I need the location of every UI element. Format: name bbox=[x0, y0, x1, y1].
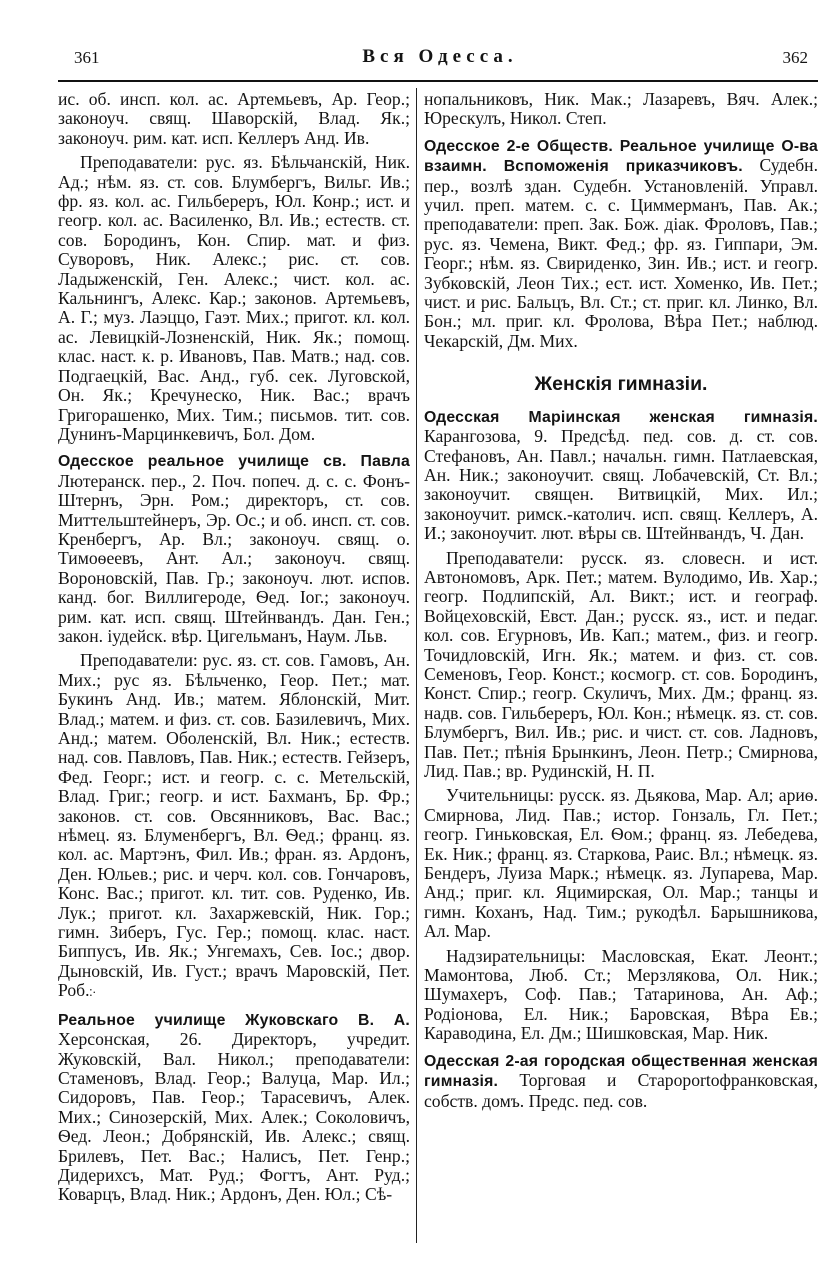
column-divider bbox=[416, 88, 417, 1243]
entry-title: Одесская Маріинская женская гимназія. bbox=[424, 408, 818, 426]
running-title: Вся Одесса. bbox=[362, 46, 518, 67]
entry-title: Реальное училище Жуковскаго В. А. bbox=[58, 1011, 410, 1029]
continued-paragraph: ис. об. инсп. кол. ас. Артемьевъ, Ар. Геор.; законоуч. свящ. Шаворскій, Влад. Як.; законоуч. рим. кат. исп. Келлеръ Анд. Ив. bbox=[58, 89, 410, 148]
teachers-paragraph: Преподаватели: рус. яз. Бѣльчанскій, Ник. Ад.; нѣм. яз. ст. сов. Блумбергъ, Вильг. Ив.; фр. яз. кол. ас. Гильбереръ, Юл. Конр.; ист. и геогр. кол. ас. Василенко, Вл. Ив.; естеств. ст. сов. Бородинъ, Кон. Спир. мат. и физ. Суворовъ, Ник. Алекс.; рис. ст. сов. Ладыженскій, Ген. Алекс.; чист. кол. ас. Кальнингъ, Алекс. Кар.; законов. Артемьевъ, А. Г.; муз. Лаэццо, Гаэт. Мих.; пригот. кл. кол. ас. Левицкій-Лозненскій, Ник. Як.; помощ. клас. наст. к. р. Ивановъ, Пав. Матв.; над. сов. Подгаецкій, Вас. Анд., губ. сек. Луговской, Он. Як.; Кречунеско, Ник. Вас.; врачъ Григорашенко, Мих. Тим.; письмов. тит. сов. Дунинъ-Марцинкевичъ, Бол. Дом. bbox=[58, 152, 410, 444]
page-header bbox=[62, 48, 818, 78]
entry-title: Одесское 2-е Обществ. Реальное училище О-ва взаимн. Вспоможенія приказчиковъ. bbox=[424, 137, 818, 176]
entry-text: Херсонская, 26. Директоръ, учредит. Жуковскій, Вал. Никол.; преподаватели: Стаменовъ, Влад. Геор.; Валуца, Мар. Ил.; Сидоровъ, Пав. Геор.; Тарасевичъ, Алек. Мих.; Синозерскій, Мих. Алек.; Соколовичъ, Ѳед. Леон.; Добрянскій, Ив. Алекс.; свящ. Брилевъ, Пет. Вас.; Налисъ, Пет. Генр.; Дидерихсъ, Мат. Руд.; Фогтъ, Ант. Руд.; Коварцъ, Влад. Ник.; Ардонъ, Ден. Юл.; Сѣ- bbox=[58, 1029, 410, 1205]
school-entry bbox=[424, 407, 818, 544]
right-column bbox=[424, 90, 818, 1111]
school-entry bbox=[58, 1010, 410, 1205]
left-column bbox=[58, 90, 410, 1205]
entry-title: Одесская 2-ая городская общественная женская гимназія. bbox=[424, 1052, 818, 1091]
school-entry bbox=[424, 1051, 818, 1111]
female-teachers-paragraph: Учительницы: русск. яз. Дьякова, Мар. Ал; ариѳ. Смирнова, Лид. Пав.; истор. Гонзаль, Гл. Пет.; геогр. Гиньковская, Ел. Ѳом.; франц. яз. Лебедева, Ек. Ник.; франц. яз. Старкова, Раис. Вл.; нѣмецк. яз. Бендеръ, Луиза Марк.; нѣмецк. яз. Лупарева, Мар. Анд.; приг. кл. Яцимирская, Ол. Мар.; танцы и гимн. Коханъ, Над. Тим.; рукодѣл. Барышникова, Ал. Мар. bbox=[424, 785, 818, 942]
entry-text: Лютеранск. пер., 2. Поч. попеч. д. с. с. Фонъ-Штернъ, Эрн. Ром.; директоръ, ст. сов. Миттельштейнеръ, Эр. Ос.; и об. инсп. ст. сов. Кренбергъ, Ар. Вл.; законоуч. свящ. о. Тимоѳеевъ, Ант. Ал.; законоуч. свящ. Вороновскій, Пав. Гр.; законоуч. лют. испов. канд. бог. Виллигероде, Ѳед. Іог.; законоуч. рим. кат. исп. свящ. Штейнвандъ. Дан. Ген.; закон. іудейск. вѣр. Цигельманъ, Наум. Льв. bbox=[58, 470, 410, 646]
entry-title: Одесское реальное училище св. Павла bbox=[58, 453, 410, 471]
entry-text: Торговая и Староportофранковская, собств. домъ. Предс. пед. сов. bbox=[424, 1070, 818, 1111]
printer-ornament: ჻ bbox=[89, 985, 96, 1001]
entry-text: Карангозова, 9. Предсѣд. пед. сов. д. ст. сов. Стефановъ, Ан. Павл.; начальн. гимн. Патлаевская, Ан. Ник.; законоучит. свящ. Лобачевскій, Ст. Вл.; законоучит. священ. Витвицкій, Мих. Ил.; законоучит. римск.-католич. исп. свящ. Келлеръ, А. И.; законоучит. лют. вѣры св. Штейнвандъ, Ч. Дан. bbox=[424, 426, 818, 544]
page-number-left: 361 bbox=[74, 48, 100, 67]
header-rule bbox=[58, 80, 818, 82]
teachers-paragraph bbox=[58, 651, 410, 1002]
teachers-paragraph: Преподаватели: русск. яз. словесн. и ист. Автономовъ, Арк. Пет.; матем. Вулодимо, Ив. Хар.; геогр. Подлипскій, Ал. Викт.; ист. и географ. Войцеховскій, Евст. Дан.; русск. яз., ист. и педаг. кол. сов. Егурновъ, Ив. Кап.; матем., физ. и геогр. Точидловскій, Игн. Як.; матем. и физ. ст. сов. Семеновъ, Геор. Конст.; космогр. ст. сов. Бородинъ, Конст. Спир.; геогр. Скуличъ, Мих. Дм.; франц. яз. надв. сов. Гильбереръ, Юл. Кон.; нѣмецк. яз. ст. сов. Блумбергъ, Вил. Ив.; рис. и чист. ст. сов. Ладновъ, Пав. Пет.; пѣнія Брынкинъ, Леон. Петр.; Смирнова, Лид. Пав.; вр. Рудинскій, Н. П. bbox=[424, 547, 818, 781]
continued-paragraph: нопальниковъ, Ник. Мак.; Лазаревъ, Вяч. Алек.; Юрескулъ, Никол. Степ. bbox=[424, 89, 818, 129]
paragraph-text: Преподаватели: рус. яз. ст. сов. Гамовъ, Ан. Мих.; рус яз. Бѣльченко, Геор. Пет.; мат. Букинъ Анд. Ив.; матем. Яблонскій, Мит. Влад.; матем. и физ. ст. сов. Базилевичъ, Мих. Анд.; матем. Оболенскій, Вл. Ник.; естеств. над. сов. Павловъ, Пав. Ник.; естеств. Гейзеръ, Фед. Георг.; ист. и геогр. с. с. Метельскій, Влад. Григ.; геогр. и ист. Бахманъ, Бр. Фр.; законов. ст. сов. Овсянниковъ, Вас. Вас.; нѣмец. яз. Блуменбергъ, Вл. Ѳед.; франц. яз. кол. ас. Мартэнъ, Фил. Ив.; фран. яз. Ардонъ, Ден. Юльев.; рис. и черч. кол. сов. Гончаровъ, Конс. Вас.; пригот. кл. тит. сов. Руденко, Ив. Лук.; пригот. кл. Захаржевскій, Ник. Гор.; гимн. Зиберъ, Гус. Гер.; помощ. клас. наст. Биппусъ, Ив. Як.; Унгемахъ, Сев. Іос.; двор. Дыновскій, Ив. Густ.; врачъ Маровскій, Пет. Роб. bbox=[58, 650, 410, 1001]
school-entry bbox=[58, 451, 410, 646]
section-heading: Женскія гимназіи. bbox=[534, 373, 708, 396]
school-entry bbox=[424, 136, 818, 351]
entry-text: Судебн. пер., возлѣ здан. Судебн. Установленій. Управл. учил. преп. матем. с. с. Циммерманъ, Пав. Ак.; преподаватели: преп. Зак. Бож. діак. Фроловъ, Пав.; рус. яз. Чемена, Викт. Фед.; фр. яз. Гиппари, Эм. Георг.; нѣм. яз. Свириденко, Зин. Ив.; ист. и геогр. Зубковскій, Леон Тих.; ест. ист. Хоменко, Ив. Пет.; чист. и рис. Бальцъ, Вл. Ст.; ст. приг. кл. Линко, Вл. Бон.; мл. приг. кл. Фролова, Вѣра Пет.; наблюд. Чекарскій, Дм. Мих. bbox=[424, 155, 818, 351]
supervisors-paragraph: Надзирательницы: Масловская, Екат. Леонт.; Мамонтова, Люб. Ст.; Мерзлякова, Ол. Ник.; Шумахеръ, Соф. Пав.; Татаринова, Ан. Аф.; Родіонова, Ел. Ник.; Баровская, Вѣра Ев.; Караводина, Ел. Дм.; Шишковская, Мар. Ник. bbox=[424, 945, 818, 1044]
page-number-right: 362 bbox=[782, 48, 808, 67]
